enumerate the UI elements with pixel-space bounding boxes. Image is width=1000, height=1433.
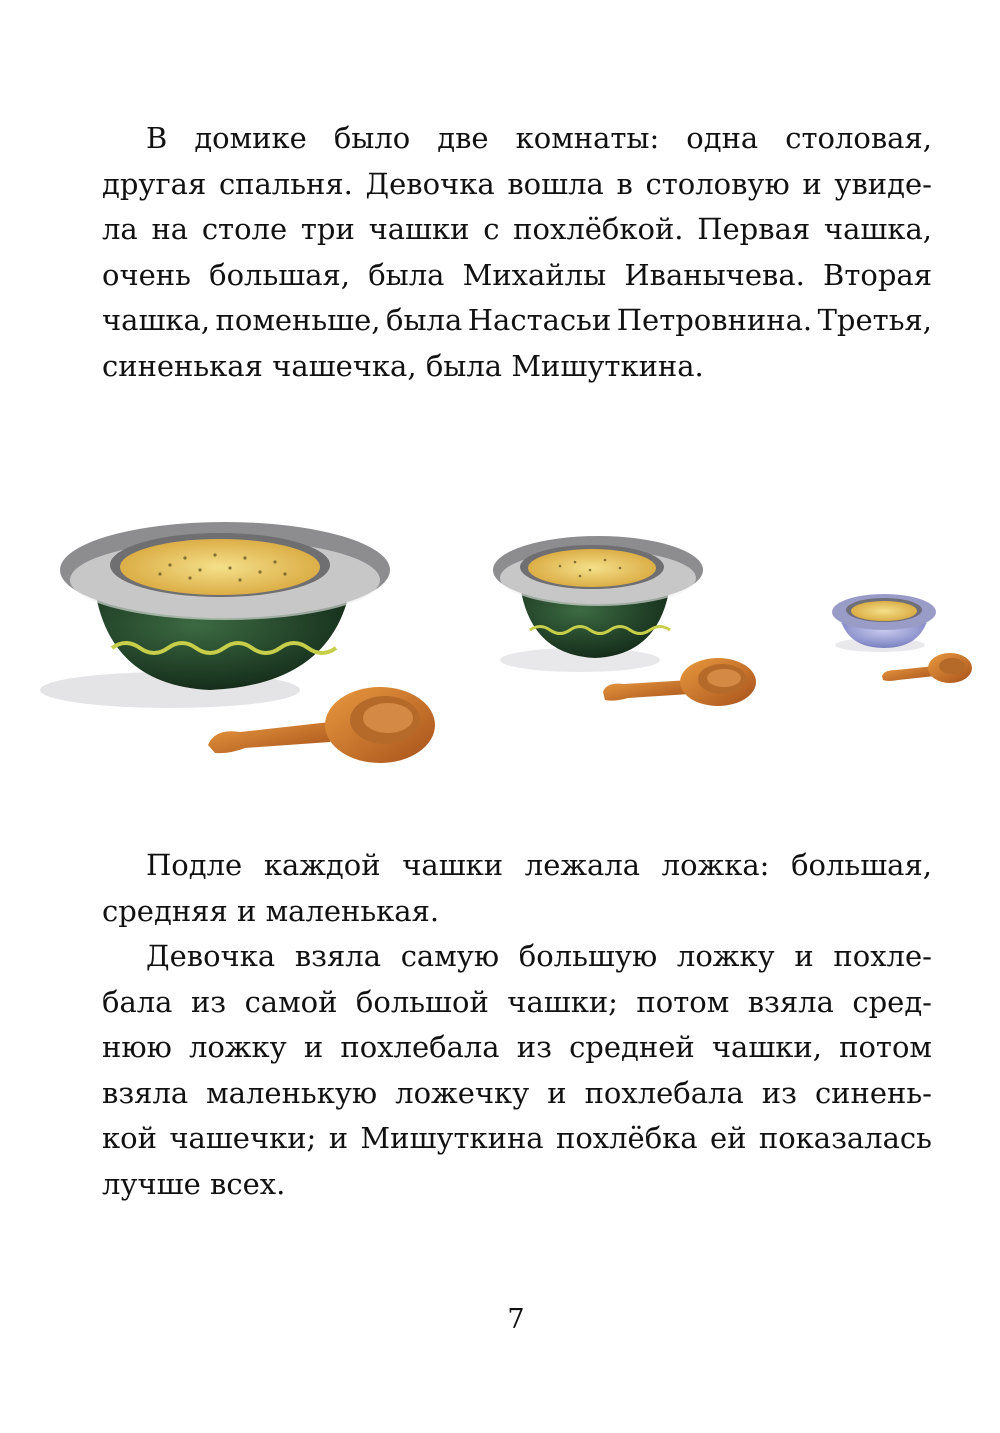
text-line — [102, 1162, 932, 1208]
word: ложка: — [661, 848, 770, 882]
word: вошла — [507, 166, 604, 201]
word: из — [761, 1075, 797, 1110]
word: похле- — [833, 939, 932, 973]
word: ложку — [188, 1030, 287, 1064]
small-spoon — [882, 653, 972, 683]
word: ла — [102, 212, 138, 246]
word: лучше — [102, 1166, 201, 1201]
word: самой — [244, 984, 338, 1019]
word: чашки; — [507, 984, 618, 1019]
word: каждой — [263, 848, 381, 882]
word: взяла — [102, 1075, 189, 1110]
word: Первая — [697, 212, 811, 246]
word: и — [794, 939, 814, 973]
word: средняя — [102, 893, 228, 928]
word: была — [368, 257, 445, 292]
word: Мишуткина. — [511, 348, 704, 383]
paragraph-2 — [102, 843, 932, 934]
word: похлебала — [584, 1075, 744, 1110]
word: похлёбкой. — [513, 212, 684, 246]
word: Петровнина. — [616, 303, 813, 337]
text-line — [102, 207, 932, 253]
word: три — [300, 212, 355, 246]
word: Иванычева. — [624, 257, 805, 292]
large-bowl — [40, 522, 390, 708]
word: В — [146, 121, 168, 155]
word: Мишуткина — [360, 1121, 544, 1155]
word: Михайлы — [462, 257, 607, 292]
word: нюю — [102, 1030, 172, 1064]
word: большую — [518, 939, 658, 973]
word: была — [425, 348, 503, 383]
word: Третья, — [817, 303, 932, 337]
word: и — [802, 166, 822, 201]
word: столе — [201, 212, 288, 246]
word: похлёбка — [555, 1121, 698, 1155]
word: Вторая — [823, 257, 932, 292]
text-line — [102, 1071, 932, 1117]
text-line — [102, 934, 932, 980]
text-line — [102, 116, 932, 162]
word: домике — [194, 121, 307, 155]
medium-bowl — [493, 536, 703, 672]
word: всех. — [210, 1166, 286, 1201]
word: ложку — [676, 939, 775, 973]
word: средней — [569, 1030, 695, 1064]
word: Настасьи — [467, 303, 612, 337]
word: очень — [102, 257, 191, 292]
word: ей — [709, 1121, 747, 1155]
word: две — [437, 121, 489, 155]
word: спальня. — [218, 166, 353, 201]
text-line — [102, 298, 932, 344]
word: из — [516, 1030, 552, 1064]
word: столовая, — [785, 121, 932, 155]
word: самую — [400, 939, 500, 973]
word: синень- — [814, 1075, 932, 1110]
word: чашка, — [823, 212, 932, 246]
word: увиде- — [834, 166, 932, 201]
text-line — [102, 344, 932, 390]
word: поменьше, — [215, 303, 381, 337]
word: и — [303, 1030, 324, 1064]
text-line — [102, 162, 932, 208]
word: маленькая. — [265, 893, 440, 928]
word: из — [190, 984, 227, 1019]
word: чашечка, — [272, 348, 417, 383]
word: было — [333, 121, 411, 155]
word: потом — [636, 984, 730, 1019]
word: на — [151, 212, 189, 246]
word: и — [547, 1075, 567, 1110]
word: чашки, — [711, 1030, 822, 1064]
word: большая, — [209, 257, 351, 292]
word: Девочка — [146, 939, 276, 973]
word: другая — [102, 166, 207, 201]
word: взяла — [294, 939, 381, 973]
word: комнаты: — [515, 121, 660, 155]
word: ложечку — [395, 1075, 530, 1110]
word: похлебала — [340, 1030, 500, 1064]
text-line — [102, 253, 932, 299]
page-number: 7 — [507, 1304, 525, 1335]
word: и — [328, 1121, 349, 1155]
paragraph-1 — [102, 116, 932, 389]
word: большая, — [791, 848, 932, 882]
word: в — [616, 166, 633, 201]
word: Подле — [146, 848, 243, 882]
word: одна — [686, 121, 759, 155]
word: кой — [102, 1121, 157, 1155]
word: большой — [355, 984, 489, 1019]
word: взяла — [747, 984, 834, 1019]
text-line — [102, 980, 932, 1026]
word: Девочка — [365, 166, 495, 201]
text-line — [102, 889, 932, 935]
word: чашки — [402, 848, 504, 882]
small-bowl — [832, 594, 936, 652]
word: синенькая — [102, 348, 263, 383]
word: с — [483, 212, 500, 246]
word: бала — [102, 984, 173, 1019]
word: столовую — [645, 166, 790, 201]
word: потом — [839, 1030, 932, 1064]
word: чашка, — [102, 303, 211, 337]
paragraph-3 — [102, 934, 932, 1207]
text-line — [102, 1025, 932, 1071]
word: лежала — [524, 848, 641, 882]
word: и — [237, 893, 257, 928]
word: сред- — [852, 984, 932, 1019]
bowls-and-spoons-illustration — [0, 470, 1000, 810]
text-line — [102, 843, 932, 889]
word: маленькую — [206, 1075, 378, 1110]
word: была — [386, 303, 463, 337]
text-line — [102, 1116, 932, 1162]
word: чашечки; — [169, 1121, 317, 1155]
word: чашки — [368, 212, 470, 246]
word: показалась — [758, 1121, 932, 1155]
